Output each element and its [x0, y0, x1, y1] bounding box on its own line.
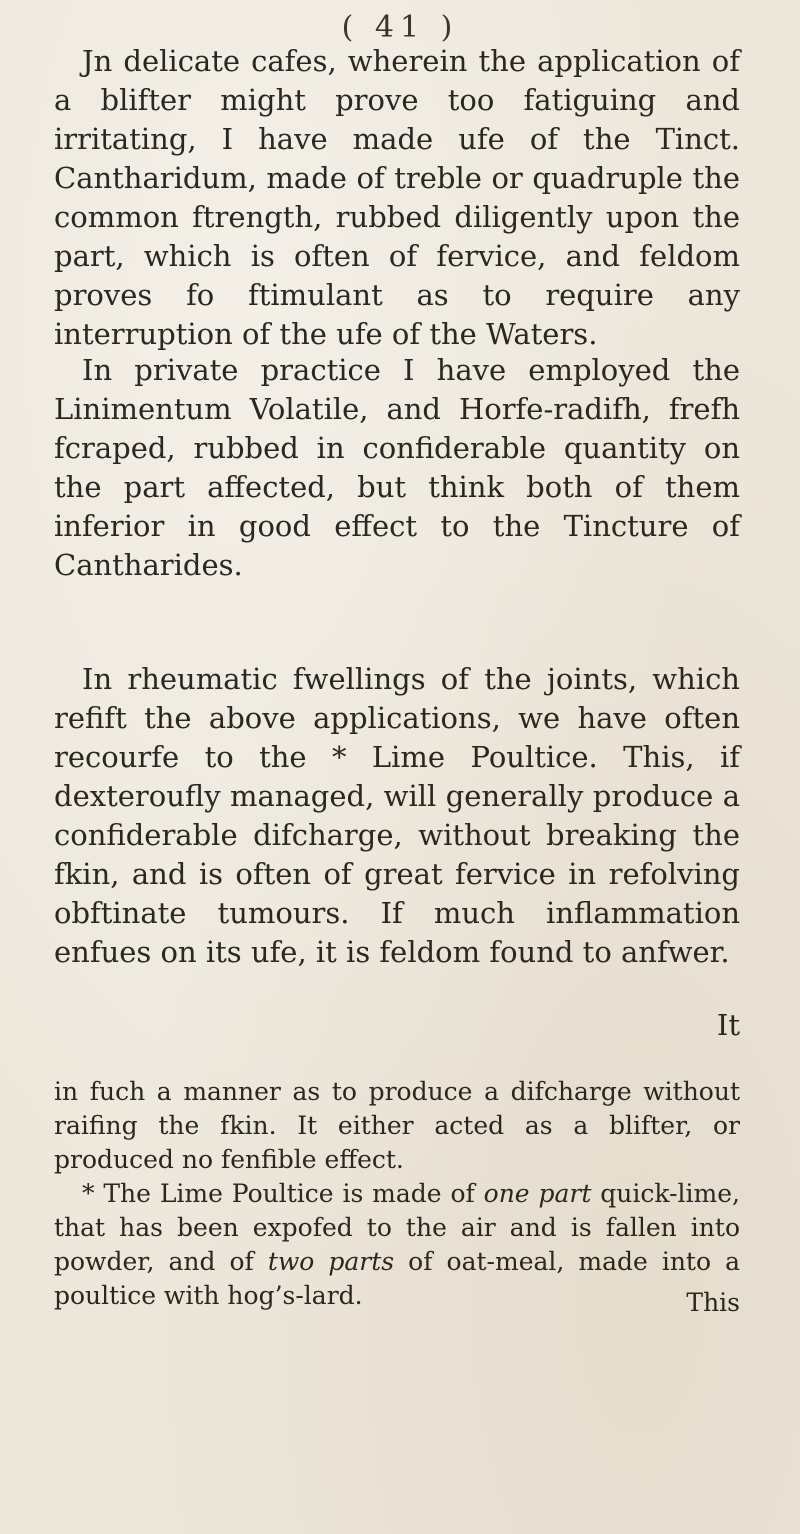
footnote-continued: in fuch a manner as to produce a difcharge without raifing the fkin. It either acted as a blifter, or produced no fenfible effect. — [54, 1077, 740, 1174]
footnote-emphasis-two-parts: two parts — [267, 1247, 395, 1276]
footnote-mid: quick-lime, that has been expofed to the air and is fallen into powder, and of — [54, 1179, 740, 1276]
paragraph-1-text: Jn delicate cafes, wherein the application of a blifter might prove too fatiguing and irritating, I have made ufe of the Tinct. Cantharidum, made of treble or quadruple the common ftrength, rubbed diligently upon the part, which is often of fervice, and feldom proves fo ftimulant as to require any interruption of the ufe of the Waters. — [54, 44, 740, 351]
catchword: It — [716, 1008, 740, 1042]
footnote-tail: of oat-meal, made into a poultice with hog’s-lard. — [54, 1247, 740, 1310]
footnote-emphasis-one-part: one part — [483, 1179, 592, 1208]
paragraph-3-text: In rheumatic fwellings of the joints, which refift the above applications, we have often recourfe to the * Lime Poultice. This, if dexteroufly managed, will generally produce a confiderable difcharge, without breaking the fkin, and is often of great fervice in refolving obftinate tumours. If much inflammation enfues on its ufe, it is feldom found to anfwer. — [54, 662, 740, 969]
paragraph-1 — [54, 42, 740, 354]
footnote-catchword: This — [686, 1288, 740, 1317]
page-number: ( 41 ) — [341, 10, 459, 45]
paragraph-2-text: In private practice I have employed the Linimentum Volatile, and Horfe-radifh, frefh fcraped, rubbed in confiderable quantity on the part affected, but think both of them inferior in good effect to the Tincture of Cantharides. — [54, 353, 740, 582]
paragraph-3 — [54, 660, 740, 972]
paragraph-2 — [54, 351, 740, 585]
footnote-lead: * The Lime Poultice is made of — [82, 1179, 484, 1208]
